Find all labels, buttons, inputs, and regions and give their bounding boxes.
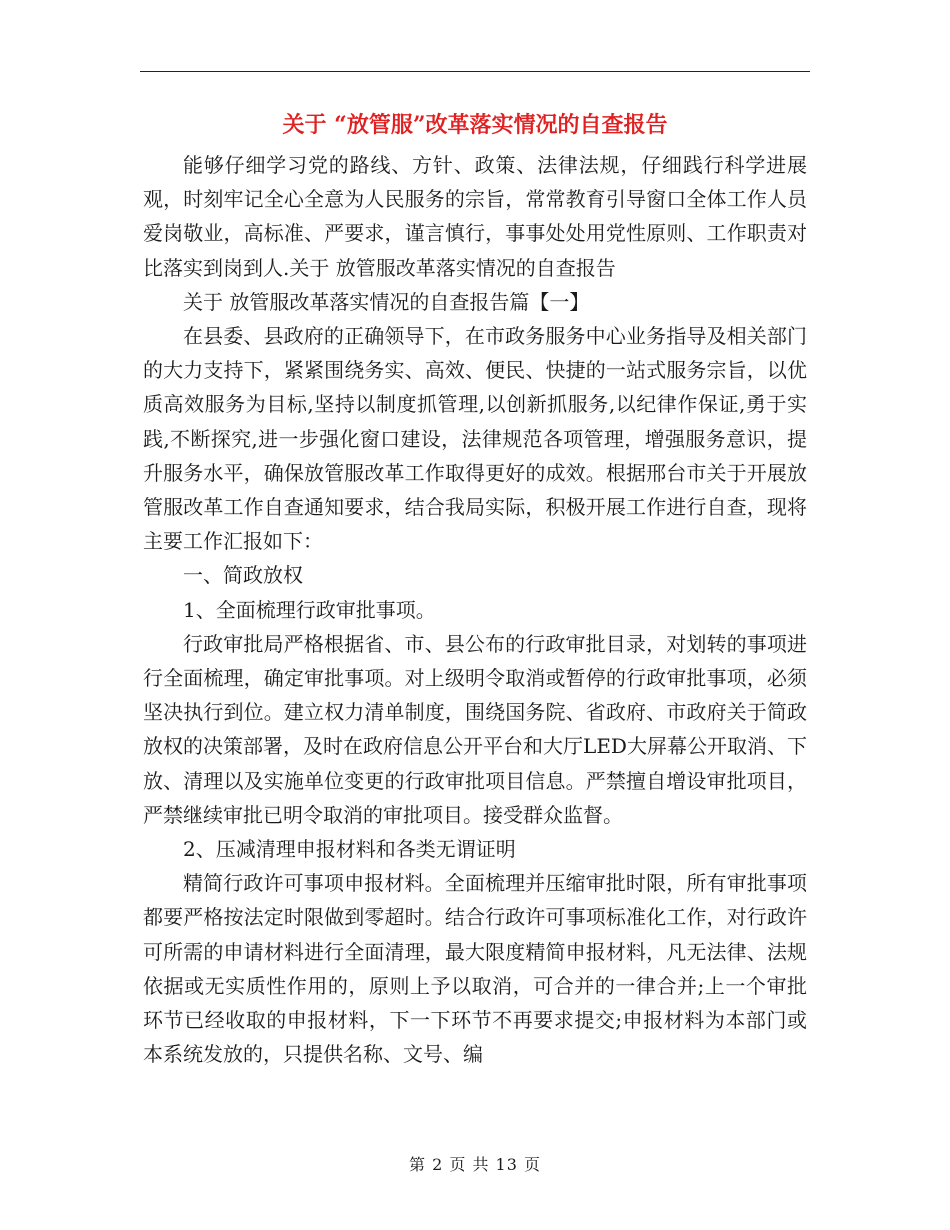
- paragraph-overview: 在县委、县政府的正确领导下，在市政务服务中心业务指导及相关部门的大力支持下，紧紧围绕务实、高效、便民、快捷的一站式服务宗旨，以优质高效服务为目标,坚持以制度抓管理,以创新抓服务,以纪律作保证,勇于实践,不断探究,进一步强化窗口建设，法律规范各项管理，增强服务意识，提升服务水平，确保放管服改革工作取得更好的成效。根据邢台市关于开展放管服改革工作自查通知要求，结合我局实际，积极开展工作进行自查，现将主要工作汇报如下：: [143, 324, 807, 554]
- header-rule: [140, 71, 810, 72]
- document-body: [143, 148, 807, 1071]
- paragraph-intro: 能够仔细学习党的路线、方针、政策、法律法规，仔细践行科学进展观，时刻牢记全心全意为人民服务的宗旨，常常教育引导窗口全体工作人员爱岗敬业，高标准、严要求，谨言慎行，事事处处用党性原则、工作职责对比落实到岗到人.关于 放管服改革落实情况的自查报告: [143, 153, 807, 280]
- paragraph-approval-items: 行政审批局严格根据省、市、县公布的行政审批目录，对划转的事项进行全面梳理，确定审批事项。对上级明令取消或暂停的行政审批事项，必须坚决执行到位。建立权力清单制度，围绕国务院、省政府、市政府关于简政放权的决策部署，及时在政府信息公开平台和大厅LED大屏幕公开取消、下放、清理以及实施单位变更的行政审批项目信息。严禁擅自增设审批项目，严禁继续审批已明令取消的审批项目。接受群众监督。: [143, 631, 807, 827]
- heading-simplify-administration: 一、简政放权: [183, 563, 303, 588]
- subheading-1: 1、全面梳理行政审批事项。: [183, 597, 436, 622]
- page-number-footer: 第 2 页 共 13 页: [409, 1155, 541, 1174]
- paragraph-section-heading: 关于 放管服改革落实情况的自查报告篇【一】: [183, 289, 590, 314]
- document-title: 关于 “放管服”改革落实情况的自查报告: [282, 112, 668, 138]
- subheading-2: 2、压减清理申报材料和各类无谓证明: [183, 837, 516, 862]
- paragraph-application-materials: 精简行政许可事项申报材料。全面梳理并压缩审批时限，所有审批事项都要严格按法定时限做到零超时。结合行政许可事项标准化工作，对行政许可所需的申请材料进行全面清理，最大限度精简申报材料，凡无法律、法规依据或无实质性作用的，原则上予以取消，可合并的一律合并;上一个审批环节已经收取的申报材料，下一下环节不再要求提交;申报材料为本部门或本系统发放的，只提供名称、文号、编: [143, 871, 807, 1067]
